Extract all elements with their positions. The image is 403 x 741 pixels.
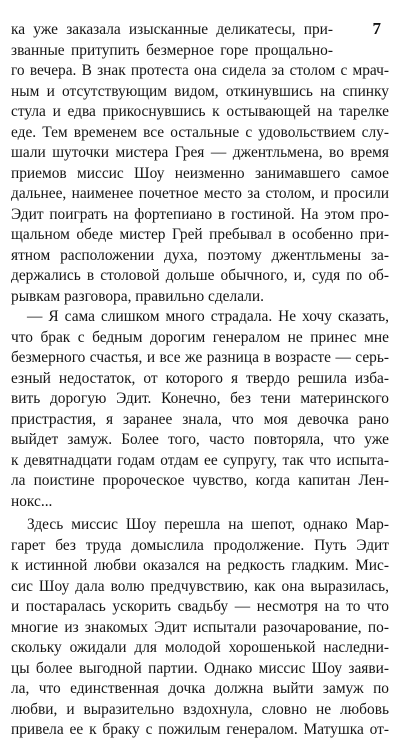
paragraph-2 (11, 307, 389, 512)
paragraph-3 (11, 515, 389, 741)
text-line: к девятнадцати годам отдам ее супругу, так что испыта- (11, 451, 389, 469)
text-line: цы более выгодной партии. Однако миссис Шоу заяви- (11, 659, 389, 677)
text-line: ла, что единственная дочка должна выйти замуж по (11, 680, 389, 697)
text-line: многие из знакомых Эдит испытали разочарование, по- (11, 618, 389, 636)
text-line: стула и едва прикоснувшись к остывающей на тарелке (11, 103, 389, 120)
paragraph-1 (11, 20, 389, 307)
text-line: ка уже заказала изысканные деликатесы, при- (11, 21, 333, 38)
body-text (11, 20, 389, 741)
text-line: вить дорогую Эдит. Конечно, без тени материнского (11, 390, 389, 407)
text-line: скольку ожидали для молодой хорошенькой наследни- (11, 639, 389, 656)
text-line: держались в столовой дольше обычного, и, судя по об- (11, 267, 389, 284)
text-line: ным и отсутствующим видом, откинувшись на спинку (11, 82, 389, 100)
text-line: го вечера. В знак протеста она сидела за столом с мрач- (11, 62, 389, 79)
text-line: и постаралась ускорить свадьбу — несмотря на то что (11, 598, 389, 615)
text-line: — Я сама слишком много страдала. Не хочу сказать, (27, 308, 389, 325)
text-line: щальном обеде мистер Грей пребывал в особенно при- (11, 226, 389, 243)
text-line: безмерного счастья, и все же разница в возрасте — серь- (11, 349, 389, 366)
text-line: пристрастия, я заранее знала, что моя девочка рано (11, 410, 389, 428)
text-line: любви, и выразительно вздохнула, словно не любовь (11, 700, 389, 718)
text-line: езный недостаток, от которого я твердо решила изба- (11, 369, 389, 387)
text-line: привела ее к браку с пожилым генералом. Матушка от- (11, 721, 389, 738)
text-line: что брак с бедным дорогим генералом не принес мне (11, 328, 389, 346)
page-number: 7 (372, 19, 381, 38)
text-line: приемов миссис Шоу неизменно занимавшего самое (11, 164, 389, 182)
text-line: дальнее, наименее почетное место за столом, и просили (11, 185, 389, 202)
text-line: званные притупить безмерное горе прощально- (11, 41, 333, 59)
text-line: нокс... (11, 492, 53, 510)
text-line: шали шуточки мистера Грея — джентльмена, во время (11, 144, 389, 161)
text-line: гарет без труда домыслила продолжение. Путь Эдит (11, 536, 389, 554)
text-line: еде. Тем временем все остальные с удовольствием слу- (11, 123, 389, 141)
text-line: сис Шоу дала волю предчувствию, как она выразилась, (11, 577, 389, 595)
text-line: рывкам разговора, правильно сделали. (11, 287, 264, 305)
text-line: ятном расположении духа, поэтому джентльмены за- (11, 246, 389, 264)
text-line: к истинной любви оказался на редкость гладким. Мис- (11, 557, 389, 574)
text-line: ла поистине пророческое чувство, когда капитан Лен- (11, 472, 389, 489)
text-line: Эдит поиграть на фортепиано в гостиной. На этом про- (11, 205, 389, 223)
text-line: выйдет замуж. Более того, часто повторяла, что уже (11, 431, 389, 448)
text-line: Здесь миссис Шоу перешла на шепот, однако Мар- (27, 516, 389, 533)
